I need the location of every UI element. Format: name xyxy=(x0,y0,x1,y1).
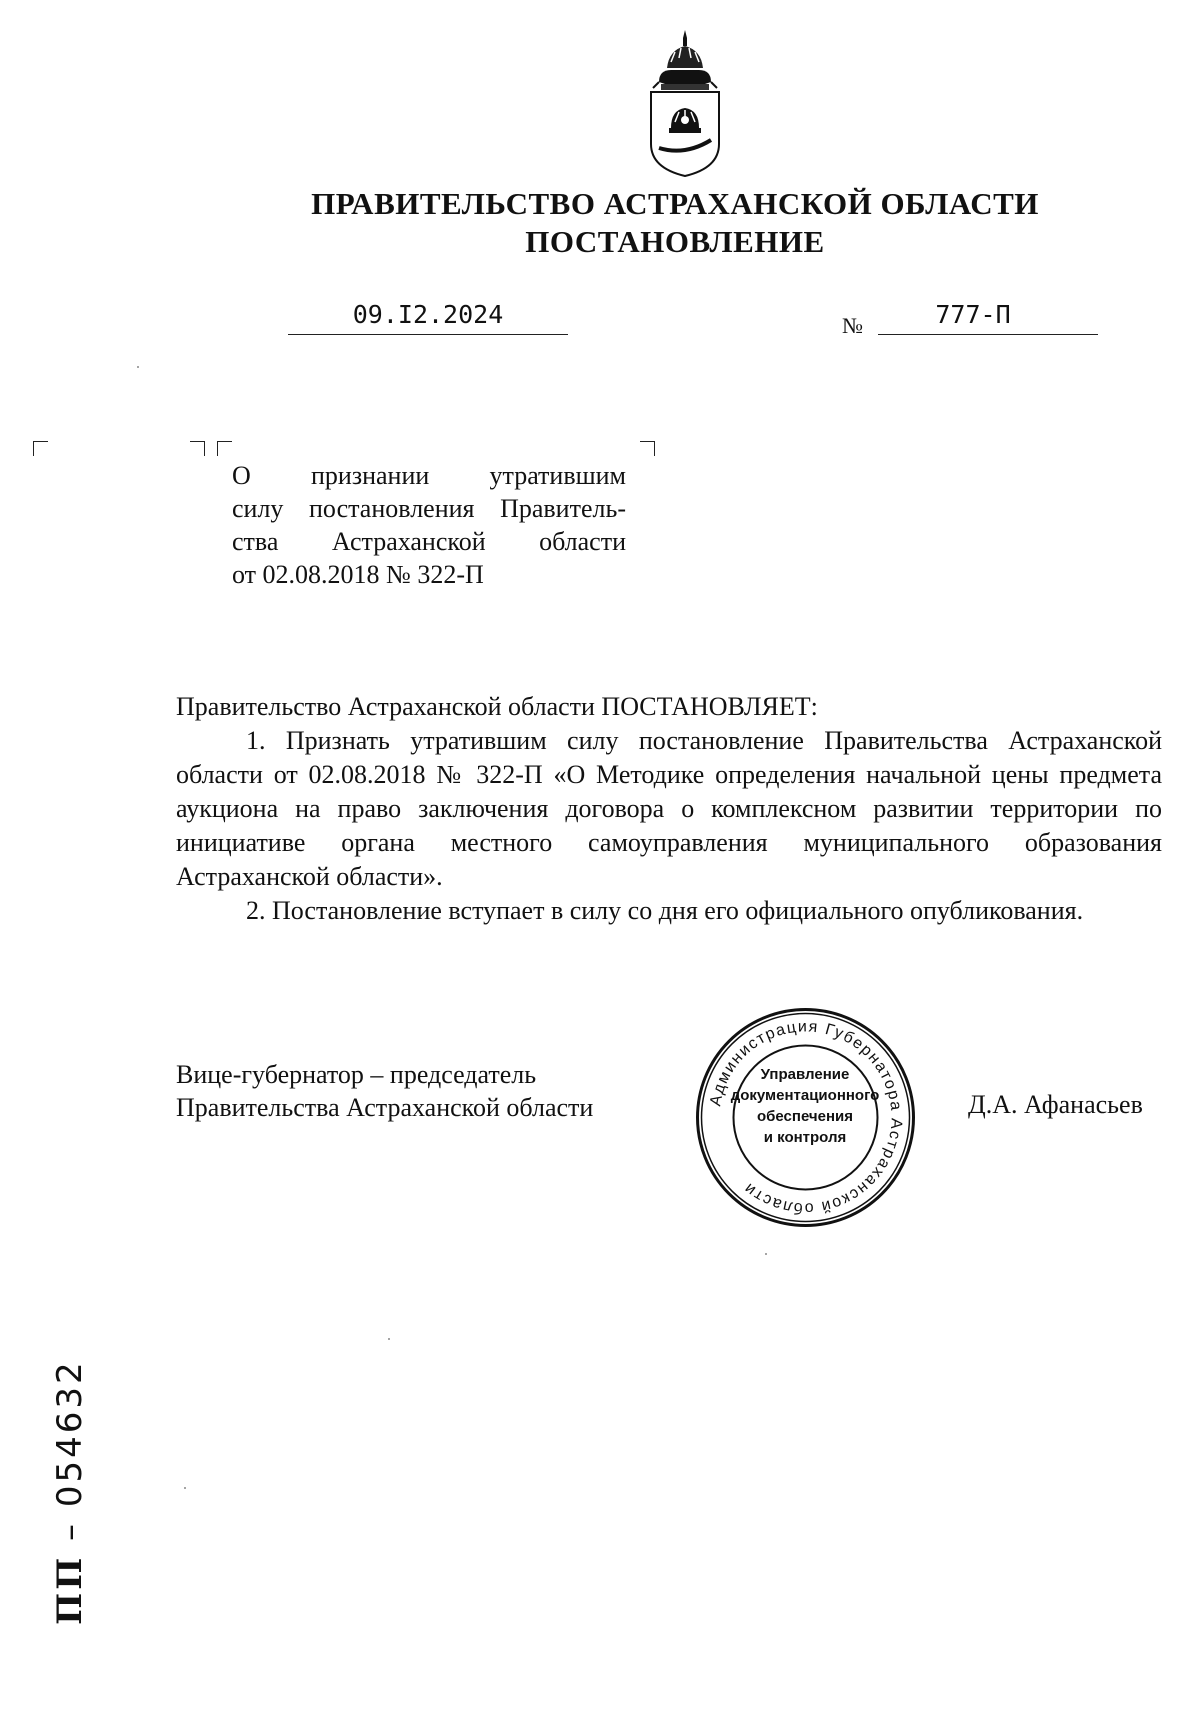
stamp-inner-text xyxy=(720,1064,890,1148)
subject-line: от 02.08.2018 № 322-П xyxy=(232,560,484,589)
document-subject xyxy=(232,459,626,591)
document-number: 777-П xyxy=(935,300,1011,329)
stamp-line: Управление xyxy=(760,1066,850,1083)
document-body xyxy=(176,690,1162,928)
serial-prefix: ПП xyxy=(50,1554,90,1625)
scan-speck xyxy=(765,1253,767,1255)
subject-line: силу постановления Правитель- xyxy=(232,494,626,523)
corner-mark xyxy=(217,441,232,456)
margin-serial-number xyxy=(50,1359,90,1625)
preamble: Правительство Астраханской области ПОСТАНОВЛЯЕТ: xyxy=(176,692,818,721)
stamp-line: и контроля xyxy=(763,1129,847,1146)
document-date: 09.I2.2024 xyxy=(352,300,504,329)
stamp-line: обеспечения xyxy=(756,1108,854,1125)
org-title: ПРАВИТЕЛЬСТВО АСТРАХАНСКОЙ ОБЛАСТИ xyxy=(311,186,1039,221)
stamp-line: документационного xyxy=(730,1087,880,1104)
subject-line: ства Астраханской области xyxy=(232,527,626,556)
corner-mark xyxy=(640,441,655,456)
scan-speck xyxy=(388,1338,390,1340)
subject-line: О признании утратившим xyxy=(232,461,626,490)
scan-speck xyxy=(137,366,139,368)
position-line: Правительства Астраханской области xyxy=(176,1093,594,1122)
serial-number: 054632 xyxy=(50,1359,90,1508)
body-paragraph: 2. Постановление вступает в силу со дня его официального опубликования. xyxy=(246,896,1084,925)
coat-of-arms-icon xyxy=(645,28,725,178)
position-line: Вице-губернатор – председатель xyxy=(176,1060,537,1089)
stamp-ring-text: Администрация Губернатора Астраханской области xyxy=(707,1018,905,1217)
scan-speck xyxy=(184,1487,186,1489)
serial-dash: – xyxy=(50,1507,90,1541)
signatory-position xyxy=(176,1058,593,1124)
number-label: № xyxy=(842,313,863,338)
corner-mark xyxy=(33,441,48,456)
corner-mark xyxy=(190,441,205,456)
body-paragraph: 1. Признать утратившим силу постановление Правительства Астраханской области от 02.08.2018 № 322-П «О Методике определения начальной цены предмета аукциона на право заключения договора о комплексном развитии территории по инициативе органа местного самоуправления муниципального образования Астраханской области». xyxy=(176,726,1162,891)
signatory-name: Д.А. Афанасьев xyxy=(968,1090,1143,1119)
document-type-heading: ПОСТАНОВЛЕНИЕ xyxy=(525,224,825,259)
